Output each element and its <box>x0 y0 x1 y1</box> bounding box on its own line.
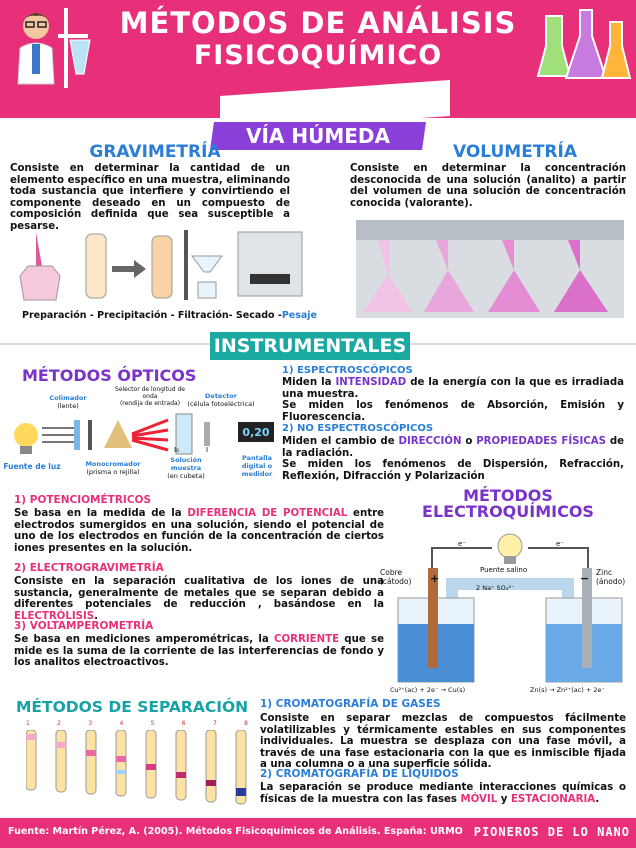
fuente-label: Fuente de luz <box>3 462 61 471</box>
ions-label: 2 Na⁺ SO₄²⁻ <box>476 584 515 592</box>
potenciometricos-text: Se basa en la medida de la DIFERENCIA DE POTENCIAL entre electrodos sumergidos en una solución, siendo el potencial de uno de los electrodos en función de la concentración de ciertos iones presentes en la solución. <box>14 508 384 554</box>
footer-source: Fuente: Martín Pérez, A. (2005). Métodos Fisicoquímicos de Análisis. España: URMO <box>8 826 463 837</box>
zn-equation: Zn(s) → Zn²⁺(ac) + 2e⁻ <box>530 686 605 694</box>
titration-flasks-photo <box>356 220 624 318</box>
opticos-title: MÉTODOS ÓPTICOS <box>22 366 197 385</box>
footer <box>0 818 636 848</box>
tube-number: 6 <box>181 720 186 727</box>
electrogravimetria-text: Consiste en la separación cualitativa de los iones de una sustancia, generalmente de metales que se separan debido a diferentes potenciales de reducción , basándose en la ELECTRÓLISIS. <box>14 576 384 622</box>
cu-equation: Cu²⁺(ac) + 2e⁻ → Cu(s) <box>390 686 466 694</box>
tube-number: 5 <box>150 720 155 727</box>
page-title-line1: MÉTODOS DE ANÁLISIS <box>119 6 517 40</box>
plus-sign: + <box>430 572 440 585</box>
cromatografia-gases-text: Consiste en separar mezclas de compuestos fácilmente volatilizables y térmicamente estables en sus componentes individuales. La muestra se desplaza con una fase móvil, a través de una fase estacionaria con la que es inmiscible fijada a una columna o a una superficie sólida. <box>260 713 626 771</box>
tube-number: 4 <box>119 720 124 727</box>
detector-label: Detector (célula fotoeléctrica) <box>187 392 255 408</box>
tube-numbers <box>26 720 248 727</box>
electro-title-line2: ELECTROQUÍMICOS <box>422 502 594 521</box>
i-label: I <box>206 446 209 454</box>
colimador-label: Colimador (lente) <box>49 394 87 410</box>
espectroscopicos-text: Miden la INTENSIDAD de la energía con la que es irradiada una muestra. Se miden los fenómenos de Absorción, Emisión y Fluorescencia. <box>282 377 624 423</box>
no-espectroscopicos-text: Miden el cambio de DIRECCIÓN o PROPIEDADES FÍSICAS de la radiación. Se miden los fenómenos de Dispersión, Refracción, Reflexión, Difracción y Polarización <box>282 436 625 482</box>
tube-number: 2 <box>57 720 61 727</box>
tubes-illustration <box>26 730 248 810</box>
volumetria-text: Consiste en determinar la concentración desconocida de una solución (analito) a partir del volumen de una solución de concentración conocida (valorante). <box>350 163 626 209</box>
potenciometricos-title: 1) POTENCIOMÉTRICOS <box>14 494 152 506</box>
pantalla-label: Pantalla digital o medidor <box>241 454 273 478</box>
gravimetry-steps-caption: Preparación - Precipitación - Filtración- Secado -Pesaje <box>22 310 317 321</box>
scientist-icon <box>6 4 96 94</box>
cromatografia-gases-title: 1) CROMATOGRAFÍA DE GASES <box>260 698 441 710</box>
footer-brand: PIONEROS DE LO NANO <box>473 825 630 839</box>
instrumentales-banner: INSTRUMENTALES <box>210 332 410 360</box>
via-humeda-banner: VÍA HÚMEDA <box>210 122 426 150</box>
page-title-line2: FISICOQUÍMICO <box>193 40 443 71</box>
gravimetry-steps-illustration <box>6 226 306 308</box>
tube-number: 7 <box>212 720 217 727</box>
separacion-title: MÉTODOS DE SEPARACIÓN <box>16 698 249 716</box>
gravimetria-text: Consiste en determinar la cantidad de un elemento específico en una muestra, eliminando toda sustancia que interfiere y convirtiendo el componente deseado en un compuesto de composición definida que sea susceptible a pesarse. <box>10 163 290 232</box>
selector-label: Selector de longitud de onda (rendija de entrada) <box>115 386 185 407</box>
cromatografia-liquidos-title: 2) CROMATOGRAFÍA DE LÍQUIDOS <box>260 768 459 780</box>
volumetria-title: VOLUMETRÍA <box>452 142 578 162</box>
electrogravimetria-title: 2) ELECTROGRAVIMETRÍA <box>14 562 164 574</box>
tube-number: 8 <box>244 720 248 727</box>
electron-right-label: e⁻ <box>556 540 565 548</box>
monocromador-label: Monocromador (prisma o rejilla) <box>85 460 141 476</box>
meter-reading: 0,20 <box>242 426 270 439</box>
no-espectroscopicos-title: 2) NO ESPECTROSCÓPICOS <box>282 423 434 434</box>
cromatografia-liquidos-text: La separación se produce mediante interacciones químicas o físicas de la muestra con las fases MÓVIL y ESTACIONARIA. <box>260 782 626 805</box>
espectroscopicos-title: 1) ESPECTROSCÓPICOS <box>282 365 413 376</box>
tube-number: 1 <box>26 720 30 727</box>
gravimetria-title: GRAVIMETRÍA <box>89 142 221 162</box>
chromatography-tubes <box>26 720 248 810</box>
lab-flasks-icon <box>536 6 632 82</box>
solucion-label: Solución muestra (en cubeta) <box>167 456 205 480</box>
voltamperometria-text: Se basa en mediciones amperométricas, la CORRIENTE que se mide es la suma de la corriente de las interferencias de fondo y los analitos electroactivos. <box>14 634 384 669</box>
zinc-label: Zinc (ánodo) <box>596 568 626 586</box>
electron-left-label: e⁻ <box>458 540 467 548</box>
cobre-label: Cobre (cátodo) <box>380 568 412 586</box>
tube-number: 3 <box>88 720 93 727</box>
i0-label: I₀ <box>174 446 179 454</box>
galvanic-cell-diagram <box>392 528 628 704</box>
electro-title-line1: MÉTODOS <box>463 486 553 505</box>
voltamperometria-title: 3) VOLTAMPEROMETRÍA <box>14 620 154 632</box>
puente-salino-label: Puente salino <box>480 566 528 574</box>
minus-sign: − <box>580 572 590 585</box>
